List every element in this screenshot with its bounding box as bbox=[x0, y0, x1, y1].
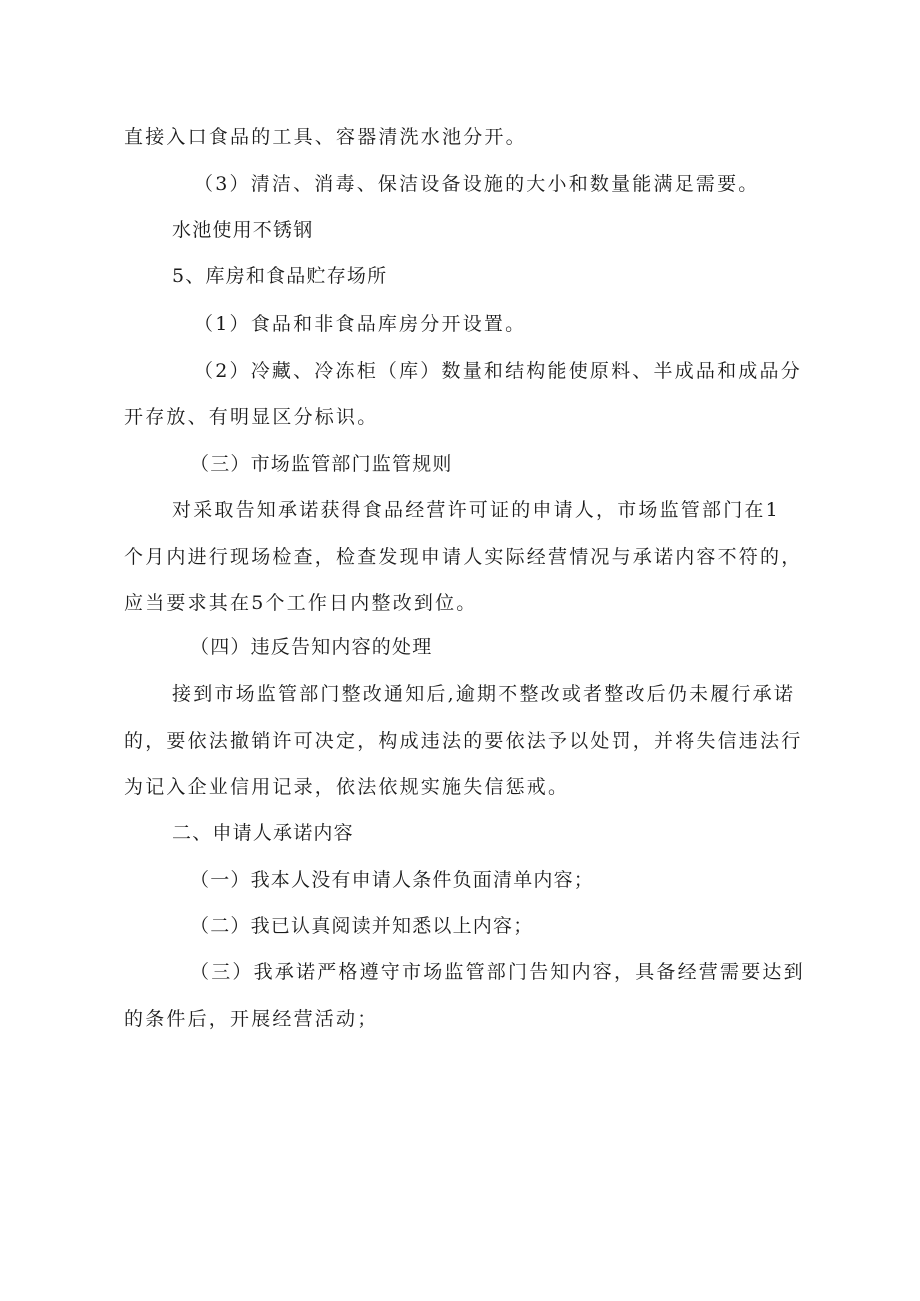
text-line: （1）食品和非食品库房分开设置。 bbox=[194, 313, 527, 335]
text-line: 个月内进行现场检查，检查发现申请人实际经营情况与承诺内容不符的， bbox=[124, 546, 803, 568]
text-line: 接到市场监管部门整改通知后,逾期不整改或者整改后仍未履行承诺 bbox=[172, 683, 796, 705]
text-line: 开存放、有明显区分标识。 bbox=[124, 406, 379, 428]
text-line: 的，要依法撤销许可决定，构成违法的要依法予以处罚，并将失信违法行 bbox=[124, 730, 803, 752]
text-line: （二）我已认真阅读并知悉以上内容； bbox=[190, 915, 534, 937]
text-line: 5、库房和食品贮存场所 bbox=[172, 265, 388, 287]
text-line: 对采取告知承诺获得食品经营许可证的申请人，市场监管部门在1 bbox=[172, 499, 780, 521]
section-heading: （三）市场监管部门监管规则 bbox=[190, 453, 453, 475]
text-line: （一）我本人没有申请人条件负面清单内容； bbox=[190, 869, 595, 891]
section-heading: 二、申请人承诺内容 bbox=[172, 822, 354, 844]
text-line: 的条件后，开展经营活动； bbox=[124, 1008, 379, 1030]
section-heading: （四）违反告知内容的处理 bbox=[190, 636, 433, 658]
text-line: （2）冷藏、冷冻柜（库）数量和结构能使原料、半成品和成品分 bbox=[194, 360, 802, 382]
text-line: 直接入口食品的工具、容器清洗水池分开。 bbox=[124, 126, 527, 148]
text-line: 水池使用不锈钢 bbox=[172, 219, 314, 241]
text-line: 为记入企业信用记录，依法依规实施失信惩戒。 bbox=[124, 776, 570, 798]
text-line: （三）我承诺严格遵守市场监管部门告知内容，具备经营需要达到 bbox=[190, 961, 805, 983]
text-line: （3）清洁、消毒、保洁设备设施的大小和数量能满足需要。 bbox=[194, 173, 760, 195]
text-line: 应当要求其在5个工作日内整改到位。 bbox=[124, 592, 478, 614]
